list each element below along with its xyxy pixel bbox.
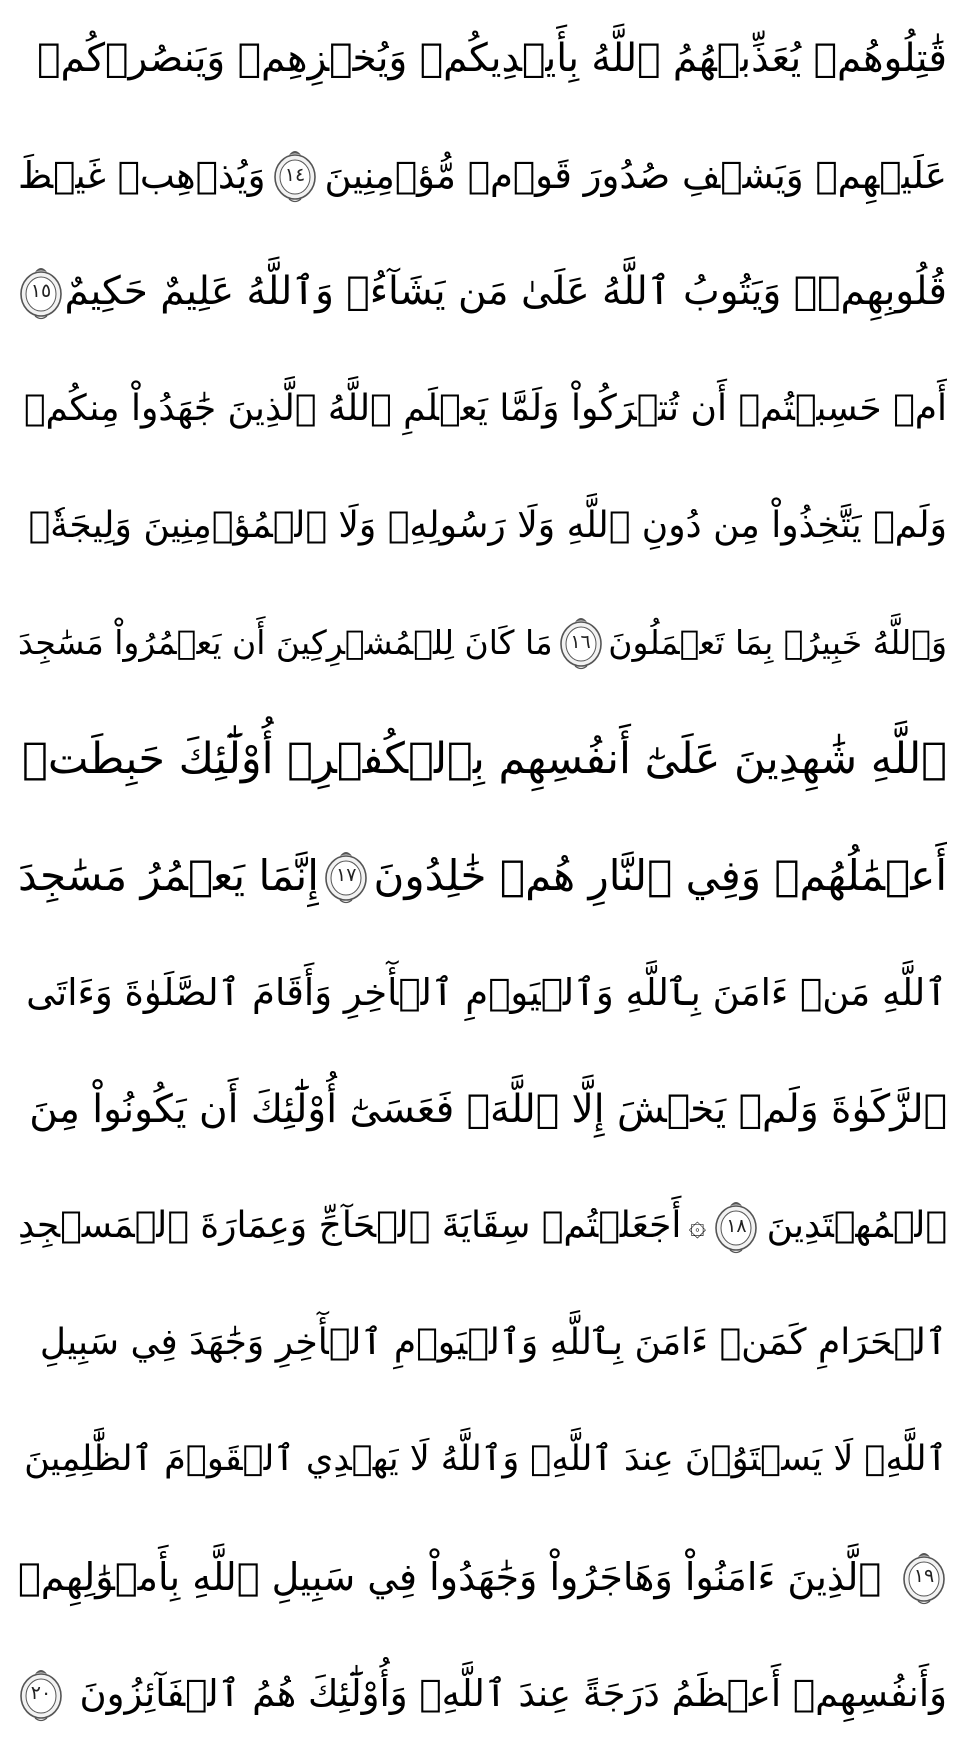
- text-line: [18, 1518, 947, 1635]
- ayah-number-marker: [272, 146, 318, 204]
- verse-text: أَمۡ حَسِبۡتُمۡ أَن تُتۡرَكُواْ وَلَمَّا يَعۡلَمِ ٱللَّهُ ٱلَّذِينَ جَٰهَدُواْ مِنكُمۡ: [23, 387, 947, 429]
- verse-text: قُلُوبِهِمۡۗ وَيَتُوبُ ٱللَّهُ عَلَىٰ مَن يَشَآءُۗ وَٱللَّهُ عَلِيمٌ حَكِيمٌ: [64, 269, 947, 315]
- verse-text: مَا كَانَ لِلۡمُشۡرِكِينَ أَن يَعۡمُرُواْ مَسَٰجِدَ: [18, 622, 553, 662]
- verse-text: وَٱللَّهُ خَبِيرُۢ بِمَا تَعۡمَلُونَ: [608, 622, 947, 662]
- ayah-number: ١٧: [335, 864, 357, 887]
- text-line: [18, 0, 947, 117]
- text-line: [18, 1168, 947, 1285]
- verse-text: ٱللَّهِ مَنۡ ءَامَنَ بِٱللَّهِ وَٱلۡيَوۡمِ ٱلۡأٓخِرِ وَأَقَامَ ٱلصَّلَوٰةَ وَءَاتَى: [26, 971, 947, 1015]
- text-line: [18, 350, 947, 467]
- text-line: [18, 234, 947, 351]
- ayah-number: ١٩: [913, 1565, 935, 1588]
- verse-text: ٱلۡمُهۡتَدِينَ: [766, 1205, 947, 1247]
- text-line: [18, 117, 947, 234]
- text-line: [18, 934, 947, 1051]
- text-lines: [18, 0, 947, 1752]
- ayah-number-marker: [558, 613, 604, 671]
- verse-text: أَجَعَلۡتُمۡ سِقَايَةَ ٱلۡحَآجِّ وَعِمَارَةَ ٱلۡمَسۡجِدِ: [18, 1205, 682, 1247]
- text-line: [18, 467, 947, 584]
- ayah-number: ١٥: [30, 280, 52, 303]
- ayah-number: ١٨: [726, 1214, 747, 1237]
- ayah-number-marker: [18, 263, 64, 321]
- text-line: [18, 1285, 947, 1402]
- verse-text: ٱللَّهِ شَٰهِدِينَ عَلَىٰٓ أَنفُسِهِم بِٱلۡكُفۡرِۚ أُوْلَٰٓئِكَ حَبِطَتۡ: [22, 733, 947, 784]
- verse-text: ٱلَّذِينَ ءَامَنُواْ وَهَاجَرُواْ وَجَٰهَدُواْ فِي سَبِيلِ ٱللَّهِ بِأَمۡوَٰلِهِمۡ: [18, 1554, 882, 1599]
- ayah-number: ١٤: [284, 163, 306, 186]
- verse-text: ٱلزَّكَوٰةَ وَلَمۡ يَخۡشَ إِلَّا ٱللَّهَۖ فَعَسَىٰٓ أُوْلَٰٓئِكَ أَن يَكُونُواْ مِنَ: [29, 1087, 947, 1133]
- text-line: [18, 1635, 947, 1752]
- verse-text: وَيُذۡهِبۡ غَيۡظَ: [18, 153, 266, 197]
- text-line: [18, 818, 947, 935]
- ayah-number-marker: [713, 1197, 759, 1255]
- text-line: [18, 584, 947, 701]
- verse-text: وَأَنفُسِهِمۡ أَعۡظَمُ دَرَجَةً عِندَ ٱللَّهِۚ وَأُوْلَٰٓئِكَ هُمُ ٱلۡفَآئِزُونَ: [79, 1672, 947, 1716]
- ayah-number-marker: [323, 847, 369, 905]
- verse-text: ٱللَّهِۚ لَا يَسۡتَوُۥنَ عِندَ ٱللَّهِۗ وَٱللَّهُ لَا يَهۡدِي ٱلۡقَوۡمَ ٱلظَّٰلِمِينَ: [24, 1439, 947, 1480]
- ayah-number: ٢٠: [30, 1682, 52, 1705]
- ayah-number-marker: [901, 1548, 947, 1606]
- ayah-number: ١٦: [570, 630, 591, 653]
- text-line: [18, 701, 947, 818]
- ayah-number-marker: [18, 1665, 64, 1723]
- verse-text: إِنَّمَا يَعۡمُرُ مَسَٰجِدَ: [18, 850, 319, 900]
- text-line: [18, 1051, 947, 1168]
- verse-text: أَعۡمَٰلُهُمۡ وَفِي ٱلنَّارِ هُمۡ خَٰلِدُونَ: [373, 850, 947, 900]
- text-line: [18, 1402, 947, 1519]
- verse-text: وَلَمۡ يَتَّخِذُواْ مِن دُونِ ٱللَّهِ وَلَا رَسُولِهِۦ وَلَا ٱلۡمُؤۡمِنِينَ وَلِيجَةٗۚ: [28, 504, 947, 546]
- hizb-marker: ۞: [688, 1208, 707, 1244]
- verse-text: عَلَيۡهِمۡ وَيَشۡفِ صُدُورَ قَوۡمٖ مُّؤۡمِنِينَ: [324, 153, 947, 197]
- verse-text: ٱلۡحَرَامِ كَمَنۡ ءَامَنَ بِٱللَّهِ وَٱلۡيَوۡمِ ٱلۡأٓخِرِ وَجَٰهَدَ فِي سَبِيلِ: [39, 1322, 947, 1364]
- verse-text: قَٰتِلُوهُمۡ يُعَذِّبۡهُمُ ٱللَّهُ بِأَيۡدِيكُمۡ وَيُخۡزِهِمۡ وَيَنصُرۡكُمۡ: [37, 35, 947, 81]
